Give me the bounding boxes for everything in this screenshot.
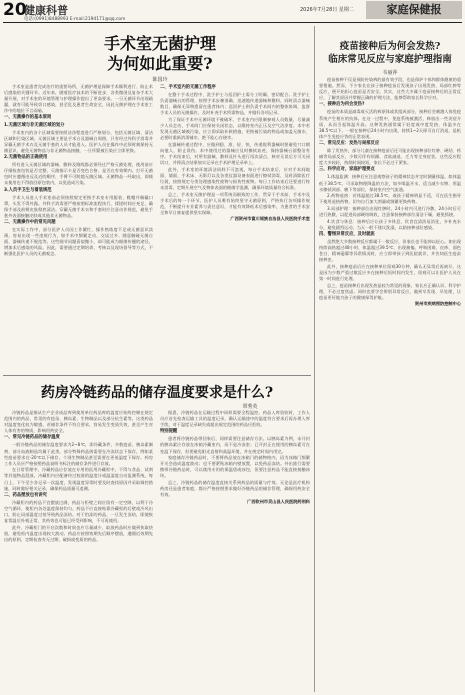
paragraph: 在器械传递过程中，应做到稳、准、轻、快，传递锐利器械时要避免刀口朝向他人，防止误伤。术中使用过的器械应及时擦拭血迹，保持器械台面整洁有序。手术结束后，对所有器械、敷料及针头进行再次清点，核对无误后方可关闭切口，并将清点结果如实记录在手术护理记录单上。 xyxy=(160,141,310,166)
bottom-column-2 xyxy=(160,410,310,692)
paragraph: 总之，手术室无菌护理是一项系统而细致的工作，贯穿于手术前、手术中及手术后的每一个环节。医护人员唯有始终坚守无菌原则，严格执行各项操作规范，不断提升专业素养与责任意识，才能有效降低术后感染率，为患者的手术安全和早日康复提供坚实保障。 xyxy=(160,191,310,215)
bottom-article-byline: 覃秀英 xyxy=(242,404,258,410)
masthead: 家庭保健报 xyxy=(366,1,462,19)
right-article-byline: 韦丽萍 xyxy=(382,70,398,76)
right-title-line-1: 疫苗接种后为何会发热? xyxy=(339,41,441,52)
paragraph: 4.饮食与休息：接种后应让孩子多休息，饮食宜清淡易消化，多补充水分，避免剧烈运动。当天一般不建议洗澡，以防接种部位感染。 xyxy=(319,218,461,230)
bottom-column-1 xyxy=(4,410,153,692)
paragraph: 家庭储存冷链药品时，不要将药品放在冰箱门的储物格内，因为冰箱门频繁开关会造成温度波动；也不要紧贴冰箱内壁放置，以免药品冻结。外出旅行需要携带冷链药品时，可以使用专用的保温袋或冰包，但要注意药品不能直接接触冰块。 xyxy=(160,455,310,479)
paragraph: 手术室内的各个区域需要按照洁净程度进行严格划分，包括无菌区域、清洁区域和污染区域。无菌区域主要是手术台及器械台周围，只有经过外科手消毒并穿戴无菌手术衣及无菌手套的人员才能进入。医护人员在操作中必须时刻保持无菌意识，避免无菌物品与非无菌物品接触，一旦怀疑被污染应立即更换。 xyxy=(4,129,153,153)
subheading: 四、警惕异常反应，及时就医 xyxy=(319,231,375,237)
article-title xyxy=(40,34,280,74)
subheading: 一、无菌操作的基本原则 xyxy=(4,115,52,121)
paragraph: 此外，手术室的环境清洁同样不可忽视。每台手术结束后，应对手术间地面、墙面、手术床、无影灯以及各类仪器设备表面进行擦拭消毒，及时清除医疗垃圾，按照规定分类处理感染性废物与损伤性废物。每日工作结束后还要进行终末消毒，定期开展空气及物体表面的细菌学监测，确保环境质量符合标准。 xyxy=(160,166,310,190)
right-article-title xyxy=(318,40,462,66)
paragraph: 总之，冷链药品的储存温度直接关系到药品的质量与疗效。无论是医疗机构药房还是患者家庭，都应严格按照要求做好冷链药品的储存管理，确保用药安全有效。 xyxy=(160,480,310,498)
paragraph: 据悉，冷链药品在运输过程中同样需要全程温控。药品入库验收时，工作人员应首先检查运输工具的温度记录，确认运输途中的温度符合要求后再办理入库手续，对于温度记录缺失或超出规定范围的药品应拒收。 xyxy=(160,410,310,428)
column-divider xyxy=(314,26,315,692)
subheading: 一、接种后为何会发热? xyxy=(319,102,365,108)
paragraph: 2.药物退热：若体温超过38.5℃，或孩子精神明显不适，可在医生指导下使用退热药物，切勿自行加大剂量或频繁更换药物。 xyxy=(319,193,461,205)
article-column-2 xyxy=(160,84,310,373)
paragraph: 在日常管理中，冷藏药品应存放在专用的医用冷藏柜中，不得与食品、试剂等其他物品混放。冷藏柜内应配备经过校准的温度计或温湿度自动监测系统，每日上、下午至少各记录一次温度，发现温度异常时要及时查找原因并采取调控措施，同时做好相关记录，确保药品质量可追溯。 xyxy=(4,467,153,491)
subheading: 二、无菌操作中的常见问题 xyxy=(4,219,56,225)
editor-contact: 电话:(0991)8488993 E-mail:2194171@qq.com xyxy=(24,17,126,22)
paragraph: 3.局部护理：接种部位出现红肿时，24小时内可进行冷敷，24小时后可进行热敷，以促进局部硬结吸收，注意保持接种部位清洁干燥，避免抓挠。 xyxy=(319,205,461,217)
bottom-article-title: 药房冷链药品的储存温度要求是什么? xyxy=(40,385,274,401)
paragraph: 冷藏柜内的药品不宜摆放过满，药品与柜壁之间应留有一定空隙，以利于冷空气循环，使柜内各处温度保持均匀。药品不应直接贴靠冷藏柜的后壁或冷风出口，防止局部温度过低导致药品冻结。对于怕冻的药品，一旦发生冻结，即使恢复常温后外观正常，其药效也可能已经受到影响，不可再使用。 xyxy=(4,499,153,524)
paragraph: 在整个手术过程中，洗手护士与巡回护士需分工明确、密切配合。洗手护士负责器械台的管理，按照手术步骤准确、迅速地传递器械和敷料，同时清点器械数目，确保无异物遗留在患者体内；巡回护士则负责手术间内的整体协调，监督手术人员的无菌操作，及时补充手术所需物品，并做好各项记录。 xyxy=(160,92,310,116)
paragraph: 此外，接种疫苗后应在接种单位留观30分钟，确认无异常后再离开。这是因为少数严重过敏反应多在接种后短时间内发生，留观可以让医护人员在第一时间进行处理。 xyxy=(319,263,461,281)
subheading: 二、药品摆放也有讲究 xyxy=(4,492,47,498)
article-source: 广西贺州市富川瑶族自治县人民医院手术室 xyxy=(230,216,310,222)
section-title: 健康科普 xyxy=(24,4,68,17)
page-header xyxy=(0,0,465,22)
paragraph: 疫苗接种不仅是预防传染病的最有效手段，也是保护个体和群体健康的重要措施。然而，不少家长在孩子接种疫苗后发现孩子出现发热、局部红肿等反应，便开始担心疫苗是否安全。其实，这些大多属于疫苗接种后的正常反应，了解其原因并掌握正确的护理方法，能够帮助家长科学应对。 xyxy=(319,77,461,101)
paragraph: 患者将冷链药品带回家后，同样需要注意储存方法。以胰岛素为例，未开封的胰岛素应存放在冰箱冷藏室内，而不是冷冻室；已开封正在使用的胰岛素可在室温下保存，但要避免阳光直射和高温环境，并在规定时间内用完。 xyxy=(160,436,310,454)
paragraph: 手术人员进入手术室前必须按照规定更换手术室专用服装、鞋帽并佩戴口罩，头发不得外露。外科手消毒要严格按照标准流程执行，揉搓时间应充足，确保手部及前臂皮肤彻底清洁。穿戴无菌手术衣和手套时应注意动作规范，避免手套外表面接触皮肤或其他非无菌物品。 xyxy=(4,194,153,218)
paragraph: 总之，疫苗接种后出现发热是较为常见的现象，家长应正确认识、科学护理，不必过度焦虑。同时也要学会辨别异常反应，做到早发现、早处理，让疫苗更好地为孩子的健康保驾护航。 xyxy=(319,282,461,300)
article-byline: 陈国玲 xyxy=(152,77,168,83)
right-title-line-2: 临床常见反应与家庭护理指南 xyxy=(328,54,452,65)
paragraph: 为了保证手术中无菌环境不被破坏，手术室内应限制参观人员数量，尽量减少人员走动，手术间门应保持关闭状态，以维持室内正压及空气洁净度。术中若发现无菌区域被污染，应立即采取补救措施，更换被污染的物品或加盖无菌巾，必要时重新消毒铺巾，绝不能心存侥幸。 xyxy=(160,116,310,141)
paragraph: 虽然绝大多数接种反应都属于一般反应，但家长也不能掉以轻心。如出现持续高热超过48小时、体温超过39.5℃、出现抽搐、呼吸困难、皮疹、面色苍白、精神萎靡等异常情况时，应立即带孩子到医院就诊，并告知医生疫苗接种史。 xyxy=(319,238,461,263)
paragraph: 此外，冷藏柜门的开启次数和时间也应尽量减少，取放药品时应做到快取快放，避免柜内温度出现较大波动。药品应按照效期先后顺序摆放，遵循近效期先出的原则，定期检查有无过期、破损或变质的药品。 xyxy=(4,524,153,542)
paragraph: 冷链药品是指从生产企业成品库到使用单位药品库的温度应始终控制在规定范围内的药品，常见的有疫苗、胰岛素、生物制品以及部分抗生素等。这类药品对温度变化较为敏感，若储存条件不符合要求，容易发生变质失效，甚至产生对人体有害的物质，影响用药安全。 xyxy=(4,410,153,434)
subheading: 2.无菌物品的正确使用 xyxy=(4,155,48,161)
page-number: 20 xyxy=(3,0,27,20)
paragraph: 在实际工作中，部分医护人员因工作繁忙、操作熟练度不足或无菌意识淡薄，容易出现一些违规行为，如手术中频繁走动、交谈过多、随意触碰无菌台面、器械传递不规范等。这些细节问题看似微小，却可能成为细菌传播的途径，增加术后感染的风险。因此，需要通过定期培训、考核以及现场督导等方式，不断强化医护人员的无菌观念。 xyxy=(4,227,153,257)
paragraph: 一般冷链药品的储存温度要求为2~8℃，即冷藏条件，多数疫苗、胰岛素制剂、部分血液制品均属于此类。部分特殊药品则需要在冷冻状态下保存，例如某些疫苗要求在-20℃以下储存，个别生物制品甚至需要在更低温度下保存。药房工作人员应严格按照药品说明书标注的储存条件进行存放。 xyxy=(4,442,153,466)
article-source: 贺州市疾病预防控制中心 xyxy=(414,301,461,307)
paragraph: 1.体温监测：接种后应注意观察孩子的精神状态并定时测量体温。如体温低于38.5℃，可采取物理降温的方法，如多喝温开水、适当减少衣物、用温水擦拭颈部、腋下等部位，保持室内空气流通。 xyxy=(319,174,461,192)
issue-date: 2026年7月28日 星期二 xyxy=(300,7,354,13)
paragraph: 疫苗的本质是减毒或灭活的病原体或其组成部分，接种后会刺激人体免疫系统产生相应的抗体。在这一过程中，免疫系统被激活，释放出一些炎症介质，从而引起体温升高。这种发热通常属于轻度或中度发热，体温多在38.5℃以下，一般在接种后24小时内出现，持续1~2天即可自行消退，是机体产生免疫应答的正常表现。 xyxy=(319,109,461,139)
article-title-line-2: 为何如此重要? xyxy=(107,54,213,73)
article-title-line-1: 手术室无菌护理 xyxy=(103,34,216,53)
article-source: 广西钦州市灵山县人民医院药剂科 xyxy=(247,498,310,504)
subheading: 二、常见反应：发热与局部反应 xyxy=(319,140,380,146)
subheading: 1.无菌区域与非无菌区域的划分 xyxy=(4,122,65,128)
subheading: 3.人员手卫生与着装规范 xyxy=(4,187,52,193)
paragraph: 所有进入无菌区域的器械、敷料及缝线都必须经过严格灭菌处理，使用前应仔细检查包装是否完整、灭菌指示卡是否变色合格、是否在有效期内。打开无菌包时应遵循由远及近的顺序，手臂不可跨越无菌区域。无菌物品一经取出，即使未使用也不得放回原包装内，以免造成污染。 xyxy=(4,162,153,186)
subheading: 二、手术室内的无菌工作程序 xyxy=(160,85,216,90)
paragraph: 手术室是患者完成治疗的重要场所，无菌护理是保障手术顺利进行、防止术后感染的关键环节。近年来，随着医疗技术的不断进步，各类微创及复杂手术大量开展，对手术室的环境管理与护理操作提出了更高要求。一旦无菌环节出现疏漏，就有可能导致切口感染，甚至危及患者生命安全，因此无菌护理在手术室工作中的地位不言而喻。 xyxy=(4,84,153,114)
article-column-1 xyxy=(4,84,153,373)
subheading: 特别提醒 xyxy=(160,429,178,435)
paragraph: 除了发热外，部分儿童在接种疫苗后还可能出现接种部位红肿、硬结、疼痛等局部反应，少数可伴有烦躁、食欲减退、乏力等全身症状。这些反应程度大多较轻，持续时间较短，家长不必过于紧张。 xyxy=(319,148,461,166)
right-article-column xyxy=(319,77,461,692)
subheading: 三、科学应对，家庭护理要点 xyxy=(319,167,375,173)
subheading: 一、常见冷链药品的储存温度 xyxy=(4,435,60,441)
section-separator xyxy=(3,375,311,376)
header-rule xyxy=(3,22,462,23)
